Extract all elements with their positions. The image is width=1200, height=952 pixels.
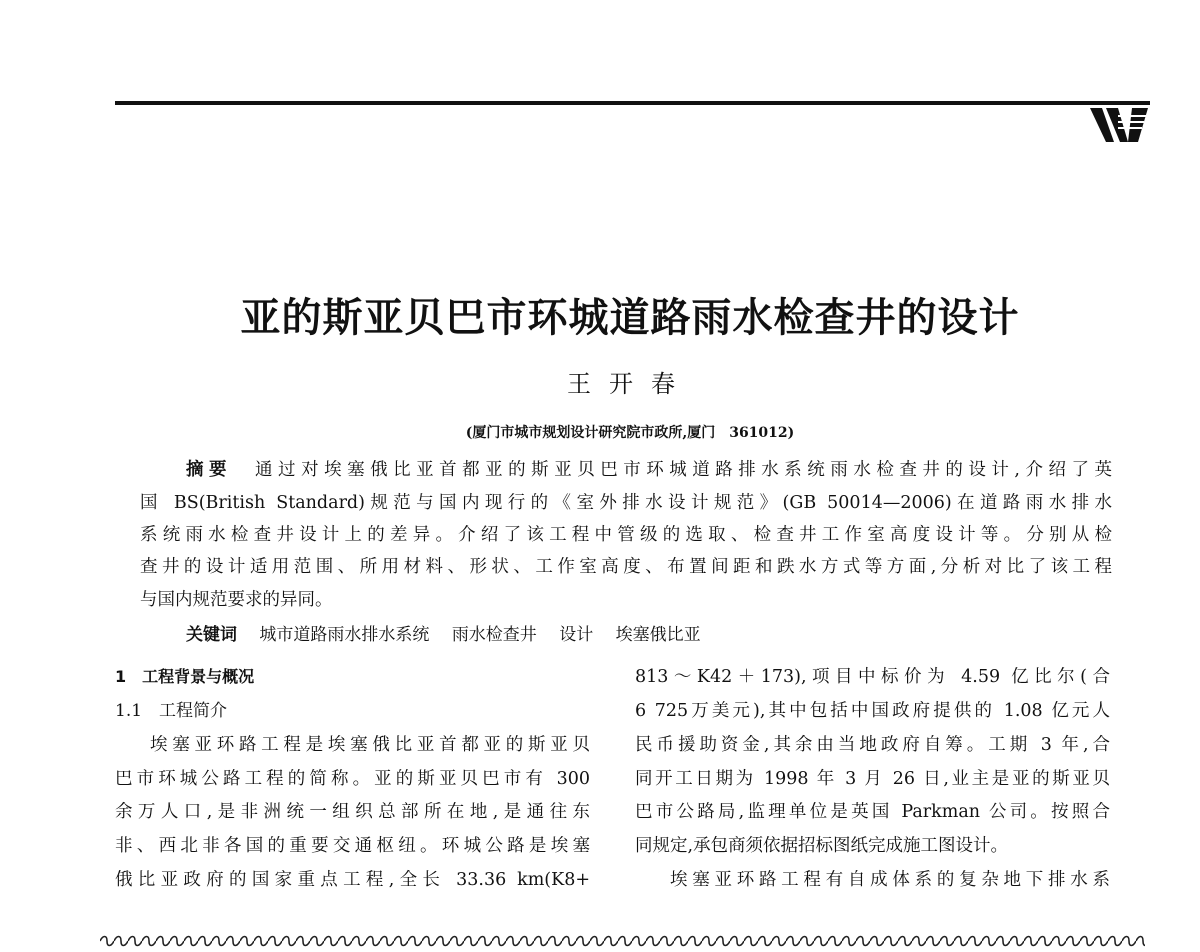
author-affiliation: (厦门市城市规划设计研究院市政所,厦门 361012): [465, 425, 795, 441]
paper-title: 亚的斯亚贝巴市环城道路雨水检查井的设计: [240, 295, 1020, 341]
body-line: 同开工日期为 1998 年 3 月 26 日,业主是亚的斯亚贝: [635, 769, 1110, 789]
abstract-line: 国 BS(British Standard)规范与国内现行的《室外排水设计规范》(GB 50014—2006)在道路雨水排水: [140, 493, 1112, 513]
abstract-label: 摘要: [186, 460, 233, 480]
keyword: 城市道路雨水排水系统: [259, 625, 430, 645]
body-line: 民币援助资金,其余由当地政府自筹。工期 3 年,合: [635, 735, 1110, 755]
decorative-wave-border: [100, 934, 1145, 948]
abstract-line: 与国内规范要求的异同。: [140, 590, 333, 610]
abstract-line: 查井的设计适用范围、所用材料、形状、工作室高度、布置间距和跌水方式等方面,分析对比了该工程: [140, 557, 1112, 577]
abstract-line: 摘要 通过对埃塞俄比亚首都亚的斯亚贝巴市环城道路排水系统雨水检查井的设计,介绍了英: [186, 460, 1113, 480]
keywords: [186, 620, 701, 645]
body-line: 6 725万美元),其中包括中国政府提供的 1.08 亿元人: [635, 701, 1110, 721]
body-line: 俄比亚政府的国家重点工程,全长 33.36 km(K8+: [115, 870, 590, 890]
body-line: 巴市公路局,监理单位是英国 Parkman 公司。按照合: [635, 802, 1110, 822]
body-line: 巴市环城公路工程的简称。亚的斯亚贝巴市有 300: [115, 769, 590, 789]
keyword: 埃塞俄比亚: [615, 625, 701, 645]
section-heading: 1 工程背景与概况: [115, 667, 255, 686]
keyword: 设计: [559, 625, 594, 645]
keywords-label: 关键词: [186, 625, 237, 645]
abstract-line: 系统雨水检查井设计上的差异。介绍了该工程中管级的选取、检查井工作室高度设计等。分别从检: [140, 525, 1112, 545]
body-line: 埃塞亚环路工程有自成体系的复杂地下排水系: [670, 870, 1110, 890]
header-rule: [115, 101, 1150, 105]
body-line: 同规定,承包商须依据招标图纸完成施工图设计。: [635, 836, 1009, 856]
body-line: 非、西北非各国的重要交通枢纽。环城公路是埃塞: [115, 836, 590, 856]
author-name: 王开春: [567, 370, 693, 398]
journal-logo-icon: [1088, 104, 1152, 144]
subsection-heading: 1.1 工程简介: [115, 701, 228, 721]
body-line: 813～K42＋173),项目中标价为 4.59 亿比尔(合: [635, 667, 1110, 687]
body-line: 埃塞亚环路工程是埃塞俄比亚首都亚的斯亚贝: [150, 735, 590, 755]
keyword: 雨水检查井: [451, 625, 537, 645]
body-line: 余万人口,是非洲统一组织总部所在地,是通往东: [115, 802, 590, 822]
